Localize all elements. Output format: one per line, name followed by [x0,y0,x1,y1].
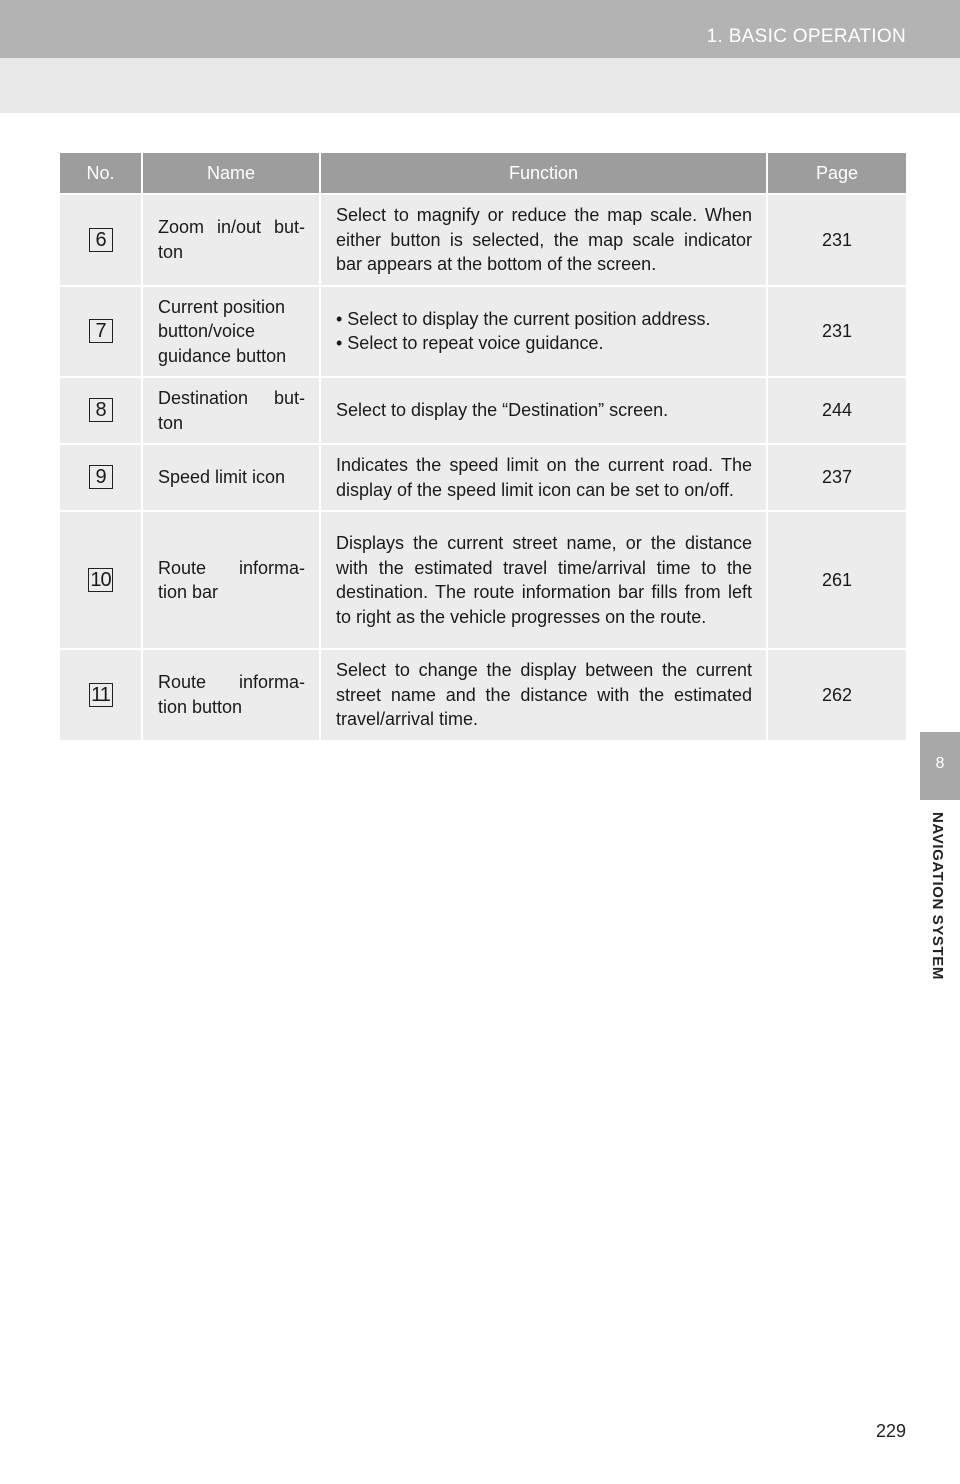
column-header-no: No. [60,153,142,194]
row-number-cell [60,377,142,444]
row-number-cell [60,194,142,286]
page-number: 229 [875,1421,906,1441]
function-cell: Select to display the “Destination” screen. [320,377,767,444]
chapter-number: 8 [935,755,945,772]
header-strip [0,58,960,113]
row-number-badge: 10 [90,568,111,591]
row-number-badge: 11 [89,683,113,707]
row-number-badge: 6 [89,228,113,252]
name-cell: Speed limit icon [142,444,320,511]
table-header-row [60,153,906,194]
chapter-tab [920,732,960,800]
name-cell: Destination but-ton [142,377,320,444]
name-cell: Route informa-tion button [142,649,320,740]
row-number-cell [60,286,142,378]
row-number-badge: 7 [89,319,113,343]
section-title: 1. BASIC OPERATION [706,26,906,47]
function-cell: Indicates the speed limit on the current road. The display of the speed limit icon can be set to on/off. [320,444,767,511]
function-bullet: • Select to repeat voice guidance. [336,333,604,354]
page-cell: 261 [767,511,906,649]
page-cell: 237 [767,444,906,511]
name-cell: Route informa-tion bar [142,511,320,649]
page-cell: 231 [767,286,906,378]
header-bar [0,0,960,58]
row-number-cell [60,444,142,511]
chapter-label: NAVIGATION SYSTEM [929,812,946,980]
table-row [60,444,906,511]
function-cell: Select to magnify or reduce the map scale. When either button is selected, the map scale indicator bar appears at the bottom of the screen. [320,194,767,286]
row-number-badge: 8 [89,398,113,422]
table-row [60,194,906,286]
row-number-cell [60,649,142,740]
column-header-function: Function [320,153,767,194]
column-header-name: Name [142,153,320,194]
page-cell: 231 [767,194,906,286]
table-row [60,511,906,649]
row-number-badge: 9 [89,465,113,489]
table-row [60,649,906,740]
function-cell: Select to change the display between the current street name and the distance with the estimated travel/arrival time. [320,649,767,740]
row-number-cell [60,511,142,649]
name-cell [142,286,320,378]
page-cell: 262 [767,649,906,740]
function-cell: Displays the current street name, or the distance with the estimated travel time/arrival time to the destination. The route information bar fills from left to right as the vehicle progresses on the route. [320,511,767,649]
table-row [60,377,906,444]
function-cell [320,286,767,378]
name-text: Current position button/voice guidance button [158,296,287,366]
column-header-page: Page [767,153,906,194]
table-row [60,286,906,378]
function-bullet: • Select to display the current position address. [336,308,711,329]
function-table [60,153,906,740]
name-cell: Zoom in/out but-ton [142,194,320,286]
page-cell: 244 [767,377,906,444]
